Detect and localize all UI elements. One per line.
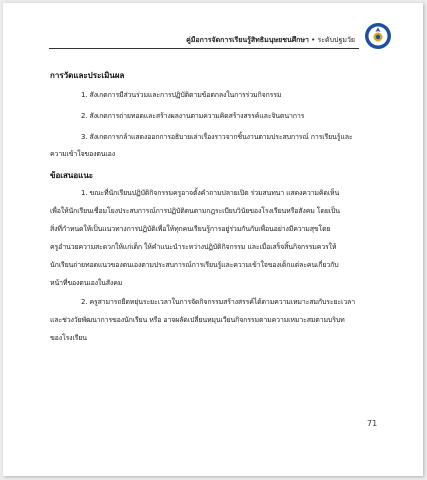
suggestion-2-line-1: 2. ครูสามารถยืดหยุ่นระยะเวลาในการจัดกิจกรรมสร้างสรรค์ได้ตามความเหมาะสมกับระยะเวลา bbox=[81, 298, 355, 306]
page-number: 71 bbox=[367, 419, 378, 428]
assessment-item-2: 2. สังเกตการถ่ายทอดและสร้างผลงานตามความคิดสร้างสรรค์และจินตนาการ bbox=[81, 112, 305, 120]
suggestion-1-line-4: ครูอำนวยความสะดวกให้แก่เด็ก ให้คำแนะนำระหว่างปฏิบัติกิจกรรม และเมื่อเสร็จสิ้นกิจกรรมควรให้ bbox=[50, 243, 337, 251]
header-divider bbox=[49, 48, 359, 49]
assessment-heading: การวัดและประเมินผล bbox=[50, 71, 125, 80]
suggestion-1-line-5: นักเรียนถ่ายทอดแนวของตนเองตามประสบการณ์การเรียนรู้และความเข้าใจของเด็กแต่ละคนเกี่ยวกับ bbox=[50, 261, 339, 269]
suggestion-2-line-2: และช่วงวัยพัฒนาการของนักเรียน หรือ อาจผลัดเปลี่ยนหมุนเวียนกิจกรรมตามความเหมาะสมตามบริบท bbox=[50, 316, 345, 324]
suggestion-1-line-3: สิ่งที่กำหนดให้เป็นแนวทางการปฏิบัติเพื่อให้ทุกคนเรียนรู้การอยู่ร่วมกันกับเพื่อนอย่างมีความสุขโดย bbox=[50, 225, 331, 233]
suggestion-1-line-1: 1. ขณะที่นักเรียนปฏิบัติกิจกรรมครูอาจตั้งคำถามปลายเปิด ร่วมสนทนา แสดงความคิดเห็น bbox=[81, 189, 340, 197]
assessment-item-3-line-2: ความเข้าใจของตนเอง bbox=[50, 150, 115, 158]
header-title bbox=[186, 35, 355, 46]
ministry-logo bbox=[363, 21, 393, 51]
suggestions-heading: ข้อเสนอแนะ bbox=[50, 171, 94, 180]
assessment-item-3-line-1: 3. สังเกตการกล้าแสดงออกการอธิบายเล่าเรื่องราวจากชิ้นงานตามประสบการณ์ การเรียนรู้และ bbox=[81, 133, 353, 141]
suggestion-1-line-6: หน้าที่ของตนเองในสังคม bbox=[50, 279, 123, 287]
document-page bbox=[3, 3, 423, 476]
header-title-level: • ระดับปฐมวัย bbox=[308, 36, 355, 44]
assessment-item-1: 1. สังเกตการมีส่วนร่วมและการปฏิบัติตามข้อตกลงในการร่วมกิจกรรม bbox=[81, 91, 282, 99]
suggestion-1-line-2: เพื่อให้นักเรียนเชื่อมโยงประสบการณ์การปฏิบัติตนตามกฎระเบียบวินัยของโรงเรียนหรือสังคม โดยเป็น bbox=[50, 207, 340, 215]
header-title-main: คู่มือการจัดการเรียนรู้สิทธิมนุษยชนศึกษา bbox=[186, 36, 309, 44]
suggestion-2-line-3: ของโรงเรียน bbox=[50, 334, 87, 342]
